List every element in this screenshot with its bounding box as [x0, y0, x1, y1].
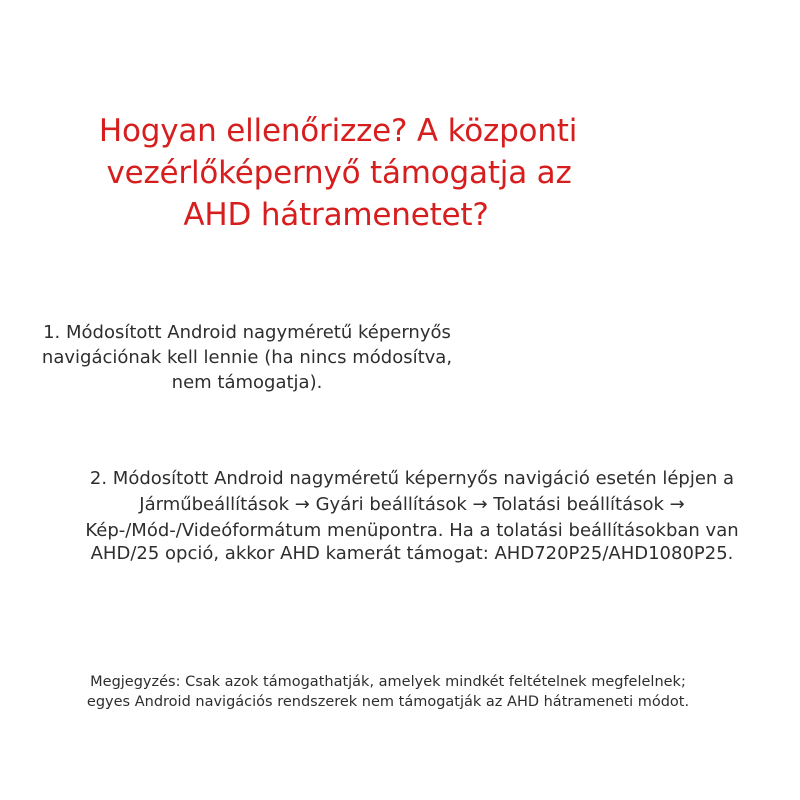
heading-line-1: Hogyan ellenőrizze? A központi — [98, 113, 578, 149]
step-2-line-1: 2. Módosított Android nagyméretű képernyős navigáció esetén lépjen a — [89, 468, 735, 489]
step-2-line-2: Járműbeállítások → Gyári beállítások → Tolatási beállítások → — [139, 494, 685, 515]
heading-line-3: AHD hátramenetet? — [183, 197, 489, 233]
note-line-2: egyes Android navigációs rendszerek nem támogatják az AHD hátrameneti módot. — [86, 694, 690, 710]
note-line-1: Megjegyzés: Csak azok támogathatják, amelyek mindkét feltételnek megfelelnek; — [90, 674, 686, 690]
step-1-line-1: 1. Módosított Android nagyméretű képernyős — [43, 322, 451, 343]
step-2-line-3: Kép-/Mód-/Videóformátum menüpontra. Ha a tolatási beállításokban van — [85, 520, 739, 541]
step-1-line-2: navigációnak kell lennie (ha nincs módosítva, — [41, 347, 453, 368]
step-2-line-4: AHD/25 opció, akkor AHD kamerát támogat: AHD720P25/AHD1080P25. — [90, 543, 734, 564]
step-1-line-3: nem támogatja). — [171, 372, 323, 393]
heading-line-2: vezérlőképernyő támogatja az — [106, 155, 572, 191]
